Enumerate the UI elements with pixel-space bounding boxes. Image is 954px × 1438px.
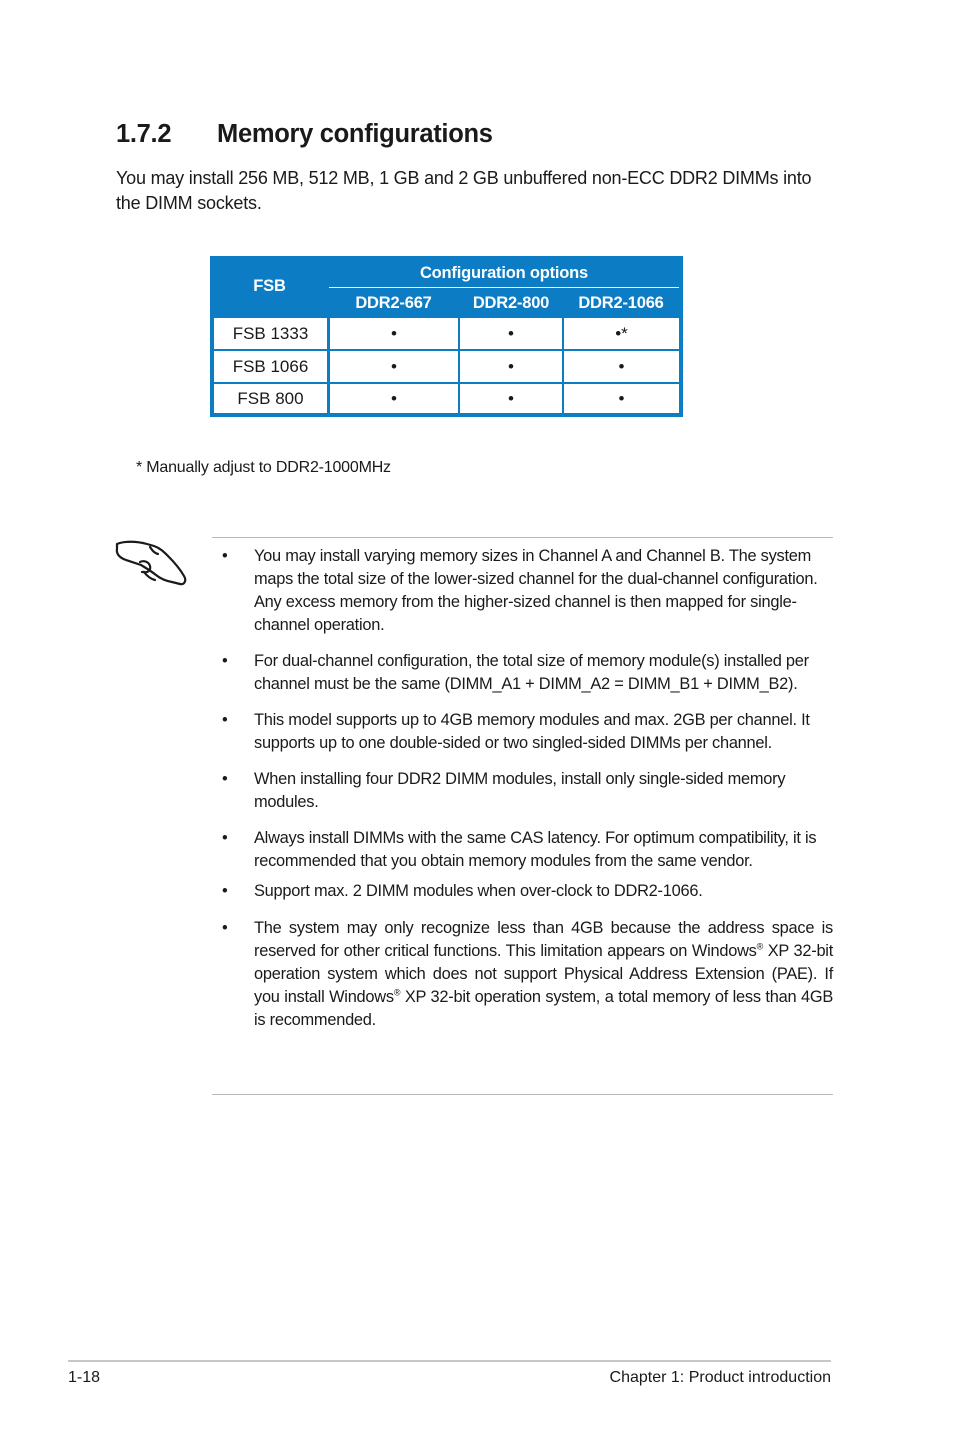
cell-1066-667: • <box>330 351 458 382</box>
note-text: Always install DIMMs with the same CAS latency. For optimum compatibility, it is recommended that you obtain memory modules from the same vendor. <box>254 829 817 870</box>
section-title: Memory configurations <box>217 120 493 148</box>
bullet: • <box>222 770 228 788</box>
page-number: 1-18 <box>68 1369 101 1386</box>
note-text: This model supports up to 4GB memory modules and max. 2GB per channel. It supports up to one double-sided or two singled-sided DIMMs per channel. <box>254 711 810 752</box>
note-text: Support max. 2 DIMM modules when over-clock to DDR2-1066. <box>254 882 703 900</box>
footer-rule <box>68 1360 831 1362</box>
row-label-fsb-800: FSB 800 <box>214 384 327 413</box>
note-item <box>212 880 833 903</box>
note-text-part2: XP 32-bit operation system which does not support Physical Address Extension (PAE). If you install Windows <box>254 942 834 1006</box>
cell-800-667: • <box>330 384 458 413</box>
note-item <box>212 545 833 637</box>
cell-1066-800: • <box>460 351 562 382</box>
cell-800-1066: • <box>564 384 679 413</box>
col-header-ddr2-800: DDR2-800 <box>472 294 550 312</box>
note-text: When installing four DDR2 DIMM modules, install only single-sided memory modules. <box>254 770 786 811</box>
intro-paragraph: You may install 256 MB, 512 MB, 1 GB and 2 GB unbuffered non-ECC DDR2 DIMMs into the DIMM sockets. <box>116 168 812 213</box>
section-heading <box>116 120 493 149</box>
header-divider <box>329 287 679 288</box>
cell-1333-800: • <box>460 318 562 349</box>
cell-1066-1066: • <box>564 351 679 382</box>
bullet: • <box>222 829 228 847</box>
bullet: • <box>222 919 228 937</box>
registered-mark: ® <box>756 941 763 952</box>
chapter-title: Chapter 1: Product introduction <box>609 1369 831 1386</box>
memory-config-table <box>210 256 683 417</box>
bullet: • <box>222 711 228 729</box>
bullet: • <box>222 652 228 670</box>
note-item <box>212 768 833 814</box>
note-item <box>212 917 833 1032</box>
notes-list <box>212 545 833 1032</box>
col-header-ddr2-1066: DDR2-1066 <box>578 294 664 312</box>
config-options-header: Configuration options <box>419 264 589 282</box>
note-text: For dual-channel configuration, the total size of memory module(s) installed per channel must be the same (DIMM_A1 + DIMM_A2 = DIMM_B1 + DIMM_B2). <box>254 652 809 693</box>
note-item <box>212 709 833 755</box>
note-text-part1: The system may only recognize less than 4GB because the address space is reserved for other critical functions. This limitation appears on Windows <box>254 919 833 960</box>
bullet: • <box>222 547 228 565</box>
cell-1333-667: • <box>330 318 458 349</box>
bullet: • <box>222 882 228 900</box>
row-label-fsb-1333: FSB 1333 <box>214 318 327 349</box>
note-text-part3: XP 32-bit operation system, a total memory of less than 4GB is recommended. <box>254 988 833 1029</box>
row-label-fsb-1066: FSB 1066 <box>214 351 327 382</box>
section-number: 1.7.2 <box>116 120 172 148</box>
cell-1333-1066: •* <box>564 318 679 349</box>
note-text: You may install varying memory sizes in Channel A and Channel B. The system maps the total size of the lower-sized channel for the dual-channel configuration. Any excess memory from the higher-sized channel is then mapped for single-channel operation. <box>254 547 818 634</box>
col-header-ddr2-667: DDR2-667 <box>355 294 432 312</box>
fsb-header: FSB <box>253 277 286 295</box>
note-item <box>212 650 833 696</box>
hand-pointer-icon <box>114 532 190 590</box>
notes-bottom-rule <box>212 1094 833 1095</box>
table-footnote: * Manually adjust to DDR2-1000MHz <box>136 459 391 476</box>
cell-800-800: • <box>460 384 562 413</box>
notes-top-rule <box>212 537 833 538</box>
note-item <box>212 827 833 873</box>
registered-mark: ® <box>393 987 401 998</box>
